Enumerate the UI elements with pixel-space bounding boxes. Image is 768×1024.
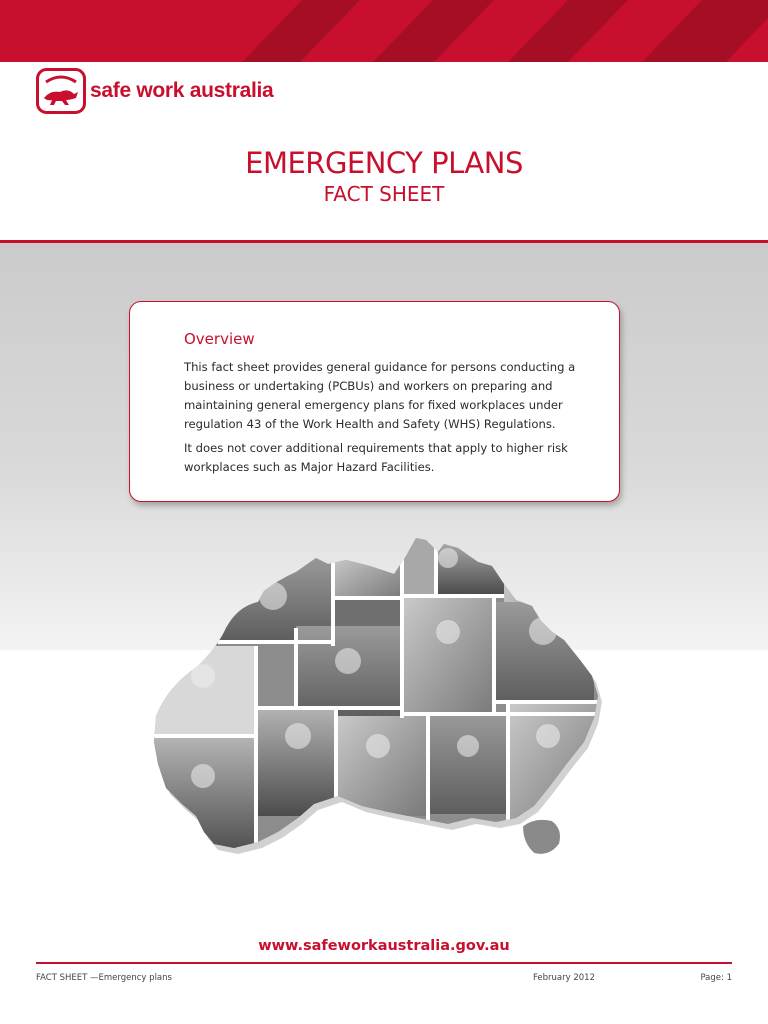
header-band <box>0 0 768 62</box>
page-title: EMERGENCY PLANS <box>245 146 523 180</box>
page-subtitle: FACT SHEET <box>323 182 445 206</box>
footer-page-number: Page: 1 <box>700 973 732 983</box>
website-link[interactable]: www.safeworkaustralia.gov.au <box>258 938 510 954</box>
kangaroo-emblem-icon <box>36 68 86 114</box>
overview-paragraph: It does not cover additional requirements that apply to higher risk workplaces such as Major Hazard Facilities. <box>184 441 568 474</box>
overview-box <box>129 301 620 502</box>
footer-doc-label: FACT SHEET —Emergency plans <box>36 973 172 983</box>
footer-divider <box>36 962 732 964</box>
brand-logo[interactable] <box>36 68 273 114</box>
brand-name: safe work australia <box>90 79 274 102</box>
overview-heading: Overview <box>184 330 255 348</box>
footer-date: February 2012 <box>533 973 595 983</box>
australia-map-photo-collage <box>148 536 608 870</box>
overview-paragraph: This fact sheet provides general guidance for persons conducting a business or undertaking (PCBUs) and workers on preparing and maintaining general emergency plans for fixed workplaces under regulation 43 of the Work Health and Safety (WHS) Regulations. <box>184 360 576 431</box>
